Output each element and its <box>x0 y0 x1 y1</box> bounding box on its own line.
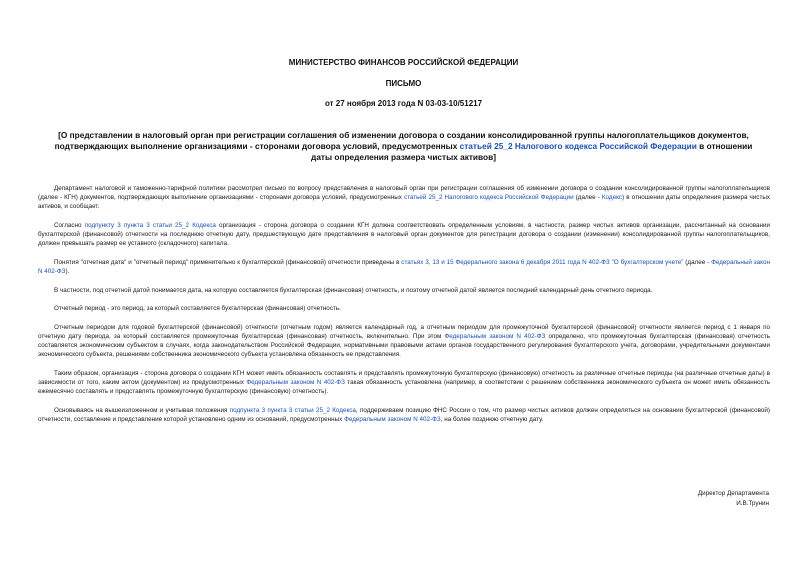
paragraph-text: (далее - <box>573 194 602 202</box>
link-law-402[interactable]: Федеральным законом N 402-ФЗ <box>344 415 441 423</box>
document-subject <box>48 130 759 163</box>
signer-position: Директор Департамента <box>697 490 769 497</box>
signature-block <box>698 489 769 508</box>
document-body <box>38 184 770 433</box>
link-subparagraph-3[interactable]: подпункту 3 пункта 3 статьи 25_2 Кодекса <box>84 221 216 229</box>
paragraph-text: ) в отношении даты определения размера чистых активов, и сообщает. <box>38 194 771 211</box>
paragraph-4: В частности, под отчетной датой понимается дата, на которую составляется бухгалтерская (финансовая) отчетность, и поэтому отчетной датой является последний календарный день отчетного периода. <box>54 286 653 294</box>
paragraph-text: , поддерживаем позицию ФНС России о том, что размер чистых активов должен определяться на основании бухгалтерской (финансовой) отчетности, составление и представление которой установлено одним из оснований, предусмотренных <box>38 406 770 423</box>
paragraph-text: Департамент налоговой и таможенно-тарифной политики рассмотрел письмо по вопросу представления в налоговый орган при регистрации соглашения об изменении договора о создании консолидированной группы налогоплательщиков (далее - КГН) документов, подтверждающих выполнение организациями - сторонами договора условий, предусмотренных <box>38 185 770 202</box>
paragraph-5: Отчетный период - это период, за который составляется бухгалтерская (финансовая) отчетность. <box>54 305 341 313</box>
paragraph-text: определено, что промежуточная бухгалтерская (финансовая) отчетность составляется экономическим субъектом в случаях, когда законодательством Российской Федерации, нормативными правовыми актами органов государственного регулирования бухгалтерского учета, договорами, учредительными документами экономического субъекта, решениями собственника экономического субъекта установлена обязанность ее представления. <box>38 332 771 359</box>
link-law-402[interactable]: Федеральным законом N 402-ФЗ <box>444 332 546 340</box>
link-law-articles[interactable]: статьях 3, 13 и 15 Федерального закона 6 декабря 2011 года N 402-ФЗ "О бухгалтерском учете" <box>401 258 684 266</box>
link-law-402[interactable]: Федеральным законом N 402-ФЗ <box>246 378 345 386</box>
ministry-title: МИНИСТЕРСТВО ФИНАНСОВ РОССИЙСКОЙ ФЕДЕРАЦИИ <box>288 58 519 67</box>
paragraph-8 <box>38 406 770 424</box>
document-type: ПИСЬМО <box>385 79 422 88</box>
link-code[interactable]: Кодекс <box>601 194 623 202</box>
link-law-402[interactable]: Федеральный закон N 402-ФЗ <box>38 258 770 276</box>
paragraph-text: организация - сторона договора о создании КГН должна соответствовать определенным условиям, в частности, размер чистых активов организации, рассчитанный на основании бухгалтерской (финансовой) отчетности на последнюю отчетную дату, предшествующую дате представления в налоговый орган документов для регистрации договора о создании (изменении) консолидированной группы налогоплательщиков, должен превышать размер ее уставного (складочного) капитала. <box>38 221 771 248</box>
subject-text-1: [О представлении в налоговый орган при регистрации соглашения об изменении договора о создании консолидированной группы налогоплательщиков документов, подтверждающих выполнение организациями - сторонами договора условий, предусмотренных <box>54 130 749 151</box>
paragraph-text: ). <box>65 268 70 276</box>
link-subparagraph-3[interactable]: подпункта 3 пункта 3 статьи 25_2 Кодекса <box>229 406 356 414</box>
paragraph-1 <box>38 184 770 212</box>
paragraph-text: , на более позднюю отчетную дату. <box>440 415 544 423</box>
paragraph-text: Понятия "отчетная дата" и "отчетный период" применительно к бухгалтерской (финансовой) отчетности приведены в <box>54 258 402 266</box>
signer-name: И.В.Трунин <box>736 499 769 507</box>
paragraph-text: Таким образом, организация - сторона договора о создании КГН может иметь обязанность составлять и представлять промежуточную бухгалтерскую (финансовую) отчетность за различные отчетные периоды (на различные отчетные даты) в зависимости от того, каким актом (документом) из предусмотренных <box>38 369 770 386</box>
paragraph-text: такая обязанность установлена (например, в соответствии с решением собственника экономического субъекта он может иметь обязанность ежемесячно составлять и представлять промежуточную бухгалтерскую (финансовую) отчетность). <box>38 378 770 396</box>
link-article-25-2[interactable]: статьей 25_2 Налогового кодекса Российской Федерации <box>403 194 574 202</box>
subject-link-article-25-2[interactable]: статьей 25_2 Налогового кодекса Российской Федерации <box>459 141 697 151</box>
paragraph-2 <box>38 221 770 249</box>
paragraph-text: (далее - <box>683 258 712 266</box>
paragraph-text: Отчетным периодом для годовой бухгалтерской (финансовой) отчетности (отчетным годом) является календарный год, а отчетным периодом для промежуточной бухгалтерской (финансовой) отчетности является период с 1 января по отчетную дату периода, за который составляется промежуточная бухгалтерская (финансовая) отчетность, включительно. При этом <box>38 323 770 340</box>
paragraph-text: Согласно <box>54 221 85 229</box>
subject-text-2: в отношении даты определения размера чистых активов] <box>311 141 753 162</box>
document-date-number: от 27 ноября 2013 года N 03-03-10/51217 <box>324 99 483 108</box>
paragraph-7 <box>38 369 770 397</box>
paragraph-6 <box>38 323 770 360</box>
paragraph-3 <box>38 258 770 276</box>
paragraph-text: Основываясь на вышеизложенном и учитывая положения <box>54 406 230 414</box>
